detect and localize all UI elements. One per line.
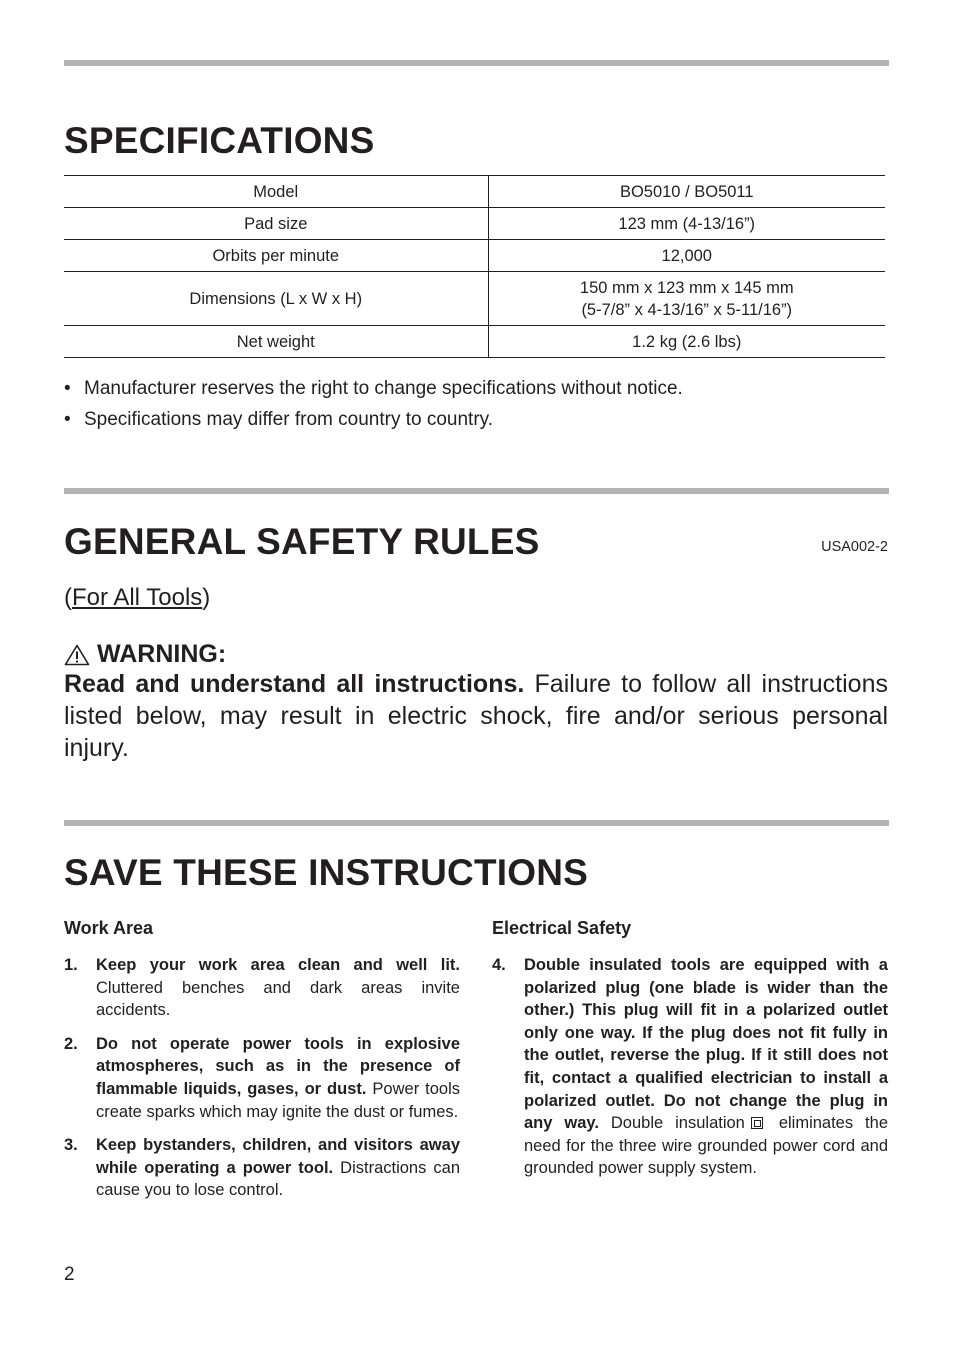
list-item: • Manufacturer reserves the right to change specifications without notice. <box>64 376 683 407</box>
general-safety-title: GENERAL SAFETY RULES <box>64 521 540 562</box>
warning-bold-text: Read and understand all instructions. <box>64 670 525 698</box>
item-text: Cluttered benches and dark areas invite accidents. <box>96 978 460 1020</box>
spec-value: 1.2 kg (2.6 lbs) <box>488 326 885 358</box>
item-number: 1. <box>64 956 78 974</box>
spec-label: Dimensions (L x W x H) <box>64 272 488 326</box>
section-divider <box>64 820 889 826</box>
table-row <box>64 272 885 326</box>
section-divider <box>64 488 889 494</box>
save-instructions-title: SAVE THESE INSTRUCTIONS <box>64 852 589 893</box>
item-number: 3. <box>64 1136 78 1155</box>
list-item <box>492 954 888 1180</box>
table-row <box>64 326 885 358</box>
item-number: 4. <box>492 956 506 974</box>
table-row <box>64 208 885 240</box>
item-text: Double insulation <box>598 1114 745 1133</box>
work-area-column <box>64 914 460 1213</box>
warning-body-text: Failure to follow all instructions listed below, may result in electric shock, fire and/or serious personal injury. <box>64 670 888 762</box>
spec-value: BO5010 / BO5011 <box>488 176 885 208</box>
double-insulation-icon <box>751 1117 763 1129</box>
warning-triangle-icon <box>64 644 90 666</box>
specifications-table <box>64 175 885 358</box>
item-bold-text: Keep bystanders, children, and visitors away while operating a power tool. <box>96 1136 460 1177</box>
spec-value: 123 mm (4-13/16”) <box>488 208 885 240</box>
list-item: • Specifications may differ from country to country. <box>64 407 683 438</box>
specifications-title: SPECIFICATIONS <box>64 120 375 161</box>
spec-label: Orbits per minute <box>64 240 488 272</box>
table-row <box>64 240 885 272</box>
item-text: Power tools create sparks which may ignite the dust or fumes. <box>96 1079 460 1121</box>
list-item <box>64 1134 460 1202</box>
spec-value: 12,000 <box>488 240 885 272</box>
warning-heading <box>64 640 226 669</box>
for-all-tools-subtitle <box>64 584 210 612</box>
electrical-safety-column <box>492 914 888 1191</box>
electrical-safety-heading: Electrical Safety <box>492 918 632 938</box>
warning-label: WARNING: <box>97 640 227 668</box>
spec-label: Net weight <box>64 326 488 358</box>
item-bold-text: Do not operate power tools in explosive atmospheres, such as in the presence of flammable liquids, gases, or dust. <box>96 1034 460 1098</box>
top-divider <box>64 60 889 66</box>
list-item <box>64 954 460 1022</box>
spec-label: Model <box>64 176 488 208</box>
list-item <box>64 1033 460 1123</box>
paren-close: ) <box>202 584 211 611</box>
spec-value-line: (5-7/8” x 4-13/16” x 5-11/16”) <box>581 300 793 319</box>
spec-value <box>488 272 885 326</box>
item-bold-text: Double insulated tools are equipped with a polarized plug (one blade is wider than the other.) This plug will fit in a polarized outlet only one way. If the plug does not fit fully in the outlet, reverse the plug. If it still does not fit, contact a qualified electrician to install a polarized outlet. Do not change the plug in any way. <box>524 956 888 1133</box>
spec-label: Pad size <box>64 208 488 240</box>
spec-value-line: 150 mm x 123 mm x 145 mm <box>579 278 794 297</box>
page-number: 2 <box>64 1264 75 1285</box>
item-bold-text: Keep your work area clean and well lit. <box>96 956 460 974</box>
paren-open: ( <box>64 584 72 611</box>
spec-notes <box>64 376 683 438</box>
item-text: Distractions can cause you to lose control. <box>96 1158 460 1200</box>
document-code: USA002-2 <box>821 539 888 555</box>
warning-text <box>64 668 888 764</box>
item-number: 2. <box>64 1034 78 1053</box>
item-text: eliminates the need for the three wire grounded power cord and grounded power supply system. <box>524 1114 888 1178</box>
table-row <box>64 176 885 208</box>
subtitle-text: For All Tools <box>72 584 203 611</box>
work-area-heading: Work Area <box>64 918 154 938</box>
